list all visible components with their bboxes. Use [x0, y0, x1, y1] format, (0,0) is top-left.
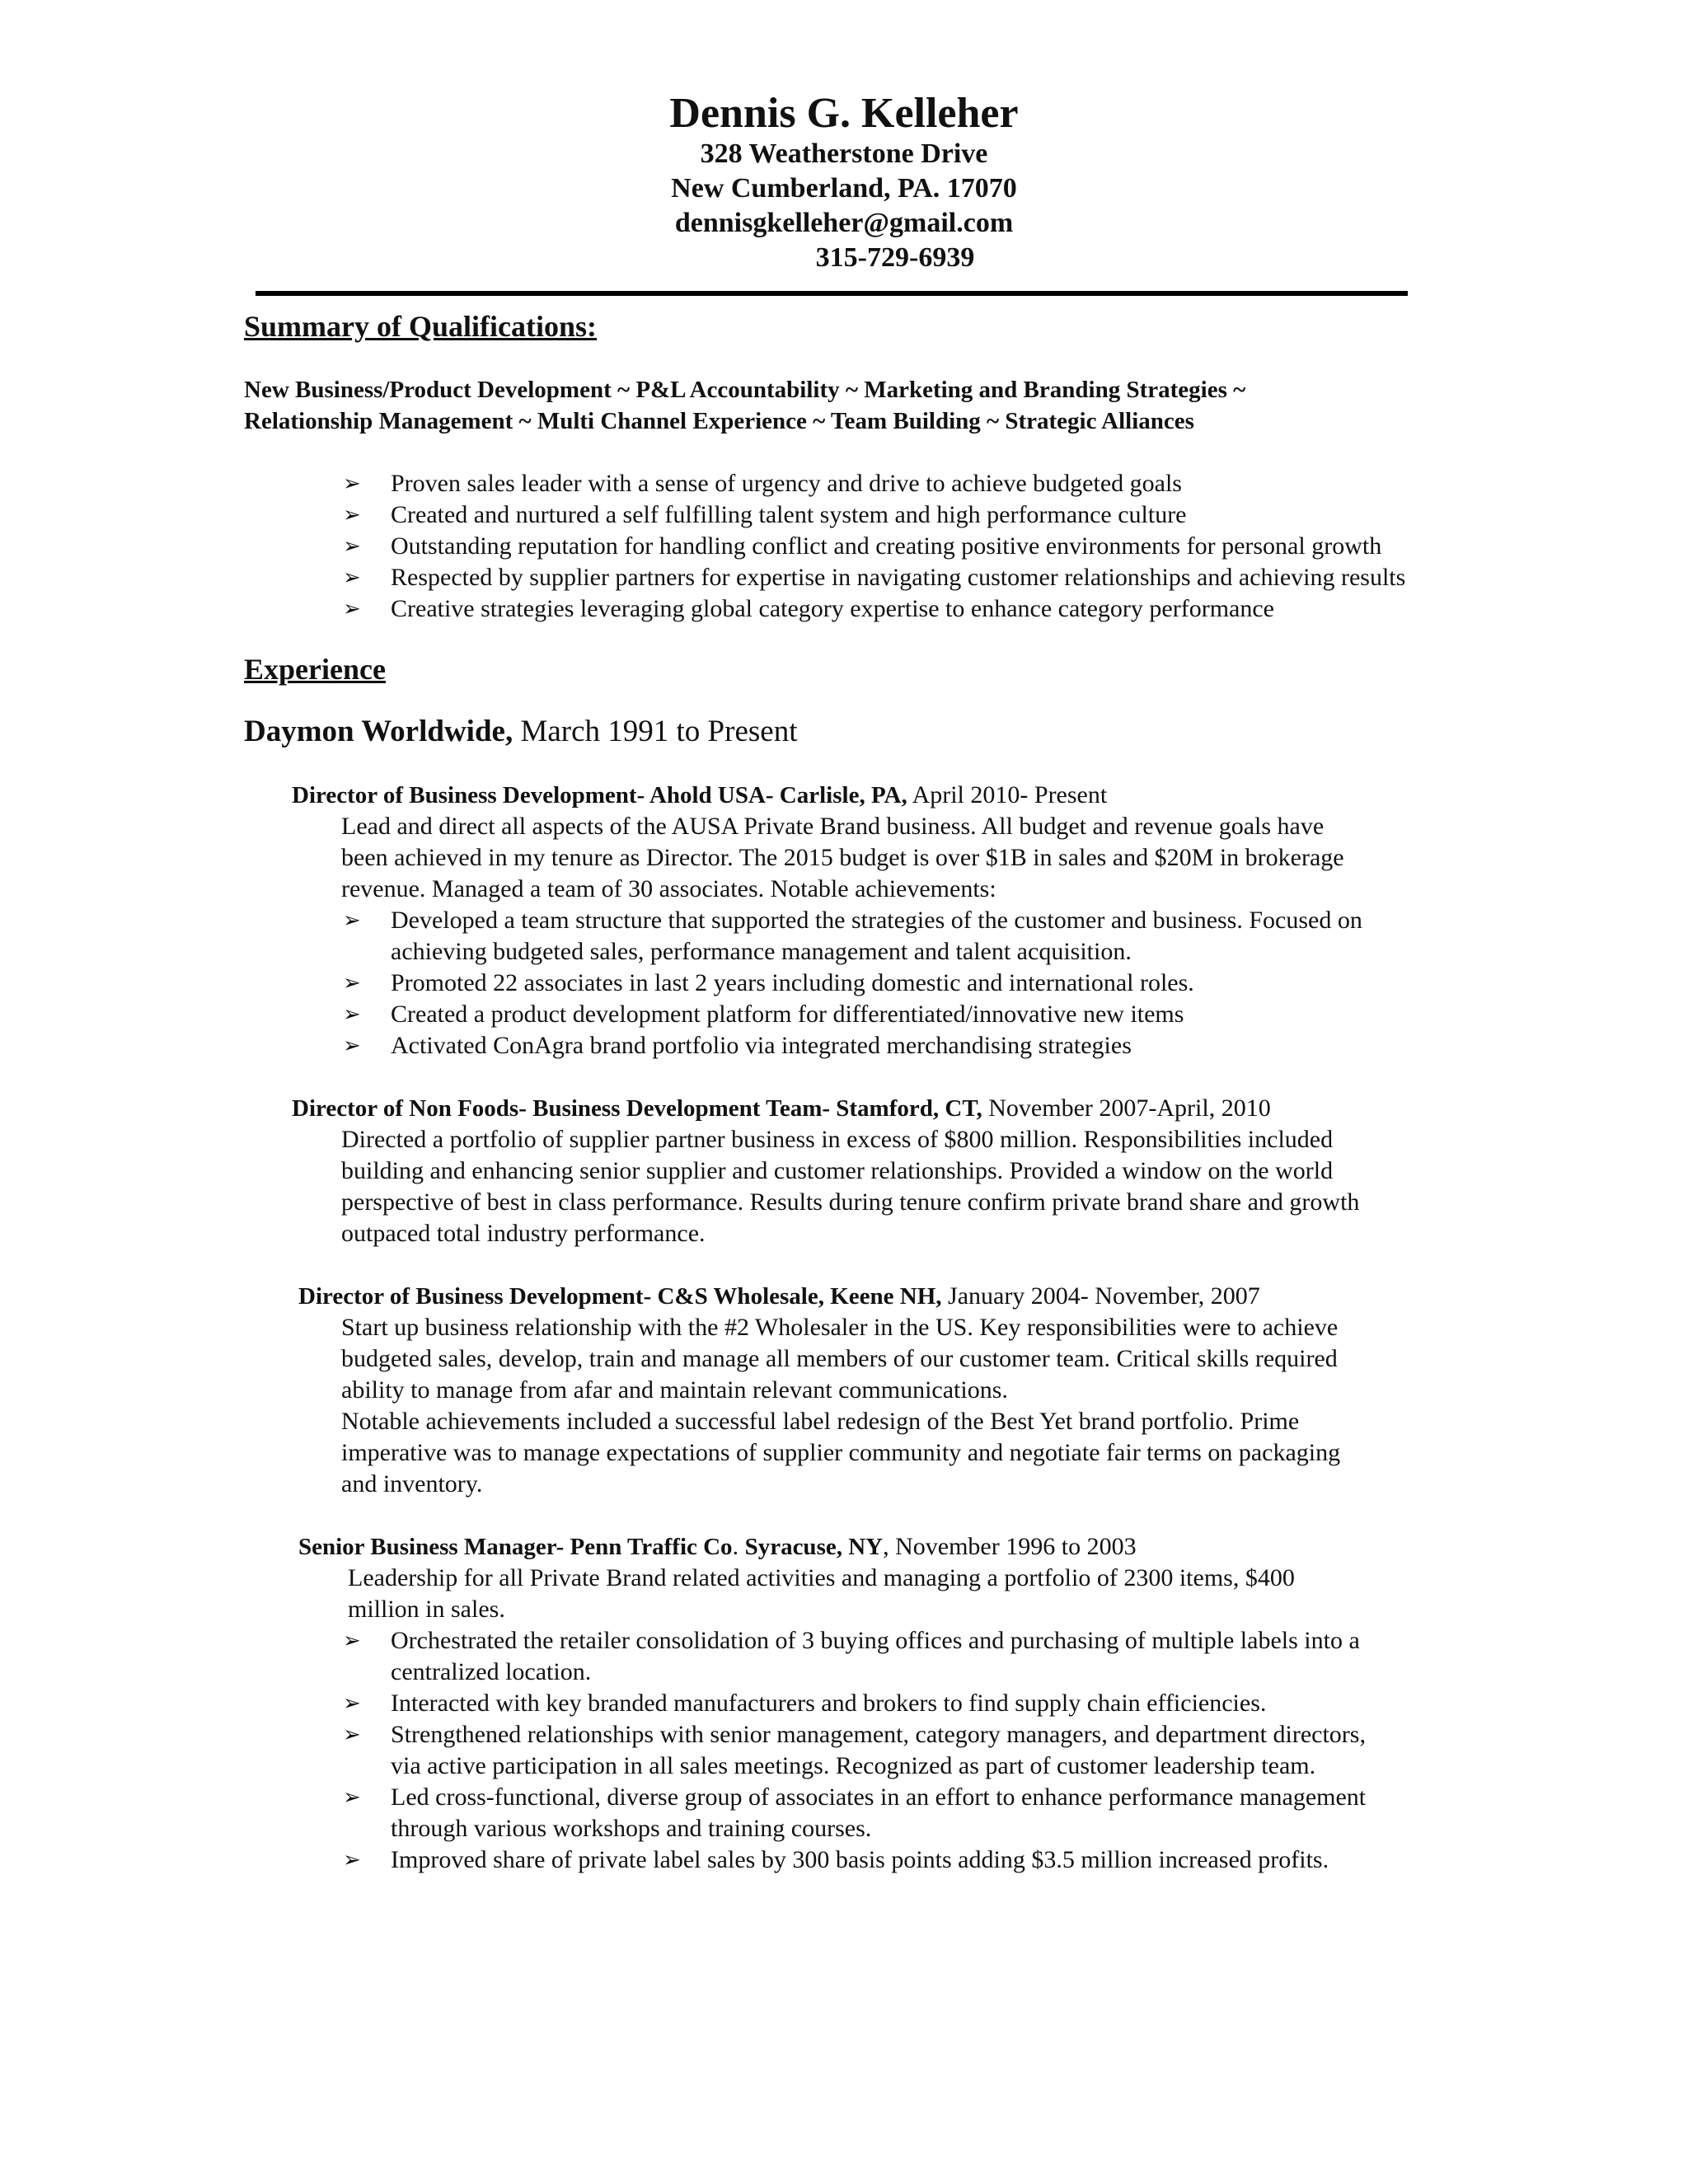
job-dates: April 2010- Present: [907, 781, 1108, 808]
list-item: ➢ Interacted with key branded manufacturers and brokers to find supply chain efficiencies.: [343, 1688, 1480, 1719]
list-item: ➢ Developed a team structure that supported the strategies of the customer and business. Focused on achieving budgeted sales, performance management and talent acquisition.: [343, 907, 1362, 965]
job-title-line: [292, 1093, 1271, 1124]
arrow-bullet-icon: ➢: [343, 597, 361, 621]
list-item: ➢ Strengthened relationships with senior management, category managers, and department directors, via active participation in all sales meetings. Recognized as part of customer leadership team.: [343, 1721, 1366, 1779]
summary-heading: Summary of Qualifications:: [244, 310, 597, 343]
company-dates: March 1991 to Present: [513, 715, 798, 748]
arrow-bullet-icon: ➢: [343, 1691, 361, 1716]
job-dates: January 2004- November, 2007: [941, 1282, 1260, 1310]
job-title-line: Senior Business Manager- Penn Traffic Co. Syracuse, NY, November 1996 to 2003: [298, 1533, 1137, 1560]
job-description: Lead and direct all aspects of the AUSA Private Brand business. All budget and revenue goals have been achieved in my tenure as Director. The 2015 budget is over $1B in sales and $20M in brokerage revenue. Managed a team of 30 associates. Notable achievements:: [341, 813, 1344, 902]
arrow-bullet-icon: ➢: [343, 908, 361, 933]
list-item: ➢ Outstanding reputation for handling conflict and creating positive environments for personal growth: [343, 531, 1530, 562]
list-item: ➢ Led cross-functional, diverse group of associates in an effort to enhance performance management through various workshops and training courses.: [343, 1783, 1367, 1842]
list-item: ➢ Proven sales leader with a sense of urgency and drive to achieve budgeted goals: [343, 468, 1530, 499]
phone-number: 315-729-6939: [815, 242, 975, 273]
job-description: Directed a portfolio of supplier partner business in excess of $800 million. Responsibilities included building and enhancing senior supplier and customer relationships. Provided a window on the world perspective of best in class performance. Results during tenure confirm private brand share and growth outpaced total industry performance.: [341, 1126, 1360, 1247]
list-item: ➢ Respected by supplier partners for expertise in navigating customer relationships and achieving results: [343, 562, 1530, 593]
list-item: ➢ Orchestrated the retailer consolidation of 3 buying offices and purchasing of multiple labels into a centralized location.: [343, 1627, 1360, 1685]
list-item: ➢ Created a product development platform for differentiated/innovative new items: [343, 999, 1480, 1030]
arrow-bullet-icon: ➢: [343, 471, 361, 496]
job-title-line: [298, 1281, 1260, 1312]
arrow-bullet-icon: ➢: [343, 971, 361, 996]
keywords-block: [244, 374, 1439, 437]
job-description: Leadership for all Private Brand related activities and managing a portfolio of 2300 items, $400 million in sales.: [348, 1564, 1295, 1623]
email-address: dennisgkelleher@gmail.com: [674, 208, 1014, 238]
job-title-line: [292, 780, 1107, 811]
company-line: [244, 714, 797, 750]
street-address: 328 Weatherstone Drive: [700, 138, 988, 169]
arrow-bullet-icon: ➢: [343, 1002, 361, 1027]
candidate-name: Dennis G. Kelleher: [669, 90, 1019, 137]
job-location: Syracuse, NY: [744, 1534, 884, 1560]
job-dates: November 2007-April, 2010: [982, 1094, 1271, 1122]
job-dates: , November 1996 to 2003: [883, 1533, 1137, 1560]
keywords-line: New Business/Product Development ~ P&L Accountability ~ Marketing and Branding Strategies ~: [244, 377, 1246, 403]
keywords-line: Relationship Management ~ Multi Channel Experience ~ Team Building ~ Strategic Alliances: [244, 408, 1194, 434]
arrow-bullet-icon: ➢: [343, 1722, 361, 1747]
job-title: Director of Business Development- C&S Wholesale, Keene NH,: [298, 1283, 942, 1310]
job-description: Start up business relationship with the #2 Wholesaler in the US. Key responsibilities were to achieve budgeted sales, develop, train and manage all members of our customer team. Critical skills required ability to manage from afar and maintain relevant communications. Notable achievements included a successful label redesign of the Best Yet brand portfolio. Prime imperative was to manage expectations of supplier community and negotiate fair terms on packaging and inventory.: [341, 1314, 1341, 1497]
arrow-bullet-icon: ➢: [343, 1785, 361, 1810]
arrow-bullet-icon: ➢: [343, 1848, 361, 1872]
company-name: Daymon Worldwide,: [244, 715, 513, 748]
list-item: ➢ Activated ConAgra brand portfolio via integrated merchandising strategies: [343, 1030, 1480, 1062]
job-achievements-list: [343, 1625, 1480, 1876]
arrow-bullet-icon: ➢: [343, 1629, 361, 1653]
job-title: Director of Non Foods- Business Development Team- Stamford, CT,: [292, 1095, 982, 1122]
summary-list: [343, 468, 1530, 625]
list-item: ➢ Promoted 22 associates in last 2 years including domestic and international roles.: [343, 968, 1480, 999]
list-item: ➢ Improved share of private label sales by 300 basis points adding $3.5 million increased profits.: [343, 1844, 1480, 1876]
experience-heading: Experience: [244, 653, 386, 686]
list-item: ➢ Created and nurtured a self fulfilling talent system and high performance culture: [343, 499, 1530, 531]
arrow-bullet-icon: ➢: [343, 503, 361, 527]
list-item: ➢ Creative strategies leveraging global category expertise to enhance category performance: [343, 593, 1530, 625]
job-title: Director of Business Development- Ahold USA- Carlisle, PA,: [292, 782, 907, 808]
arrow-bullet-icon: ➢: [343, 565, 361, 590]
arrow-bullet-icon: ➢: [343, 1033, 361, 1058]
job-title: Senior Business Manager- Penn Traffic Co: [298, 1534, 733, 1560]
job-achievements-list: [343, 905, 1480, 1062]
header-divider: [256, 291, 1408, 296]
city-state-zip: New Cumberland, PA. 17070: [671, 173, 1017, 204]
arrow-bullet-icon: ➢: [343, 534, 361, 559]
